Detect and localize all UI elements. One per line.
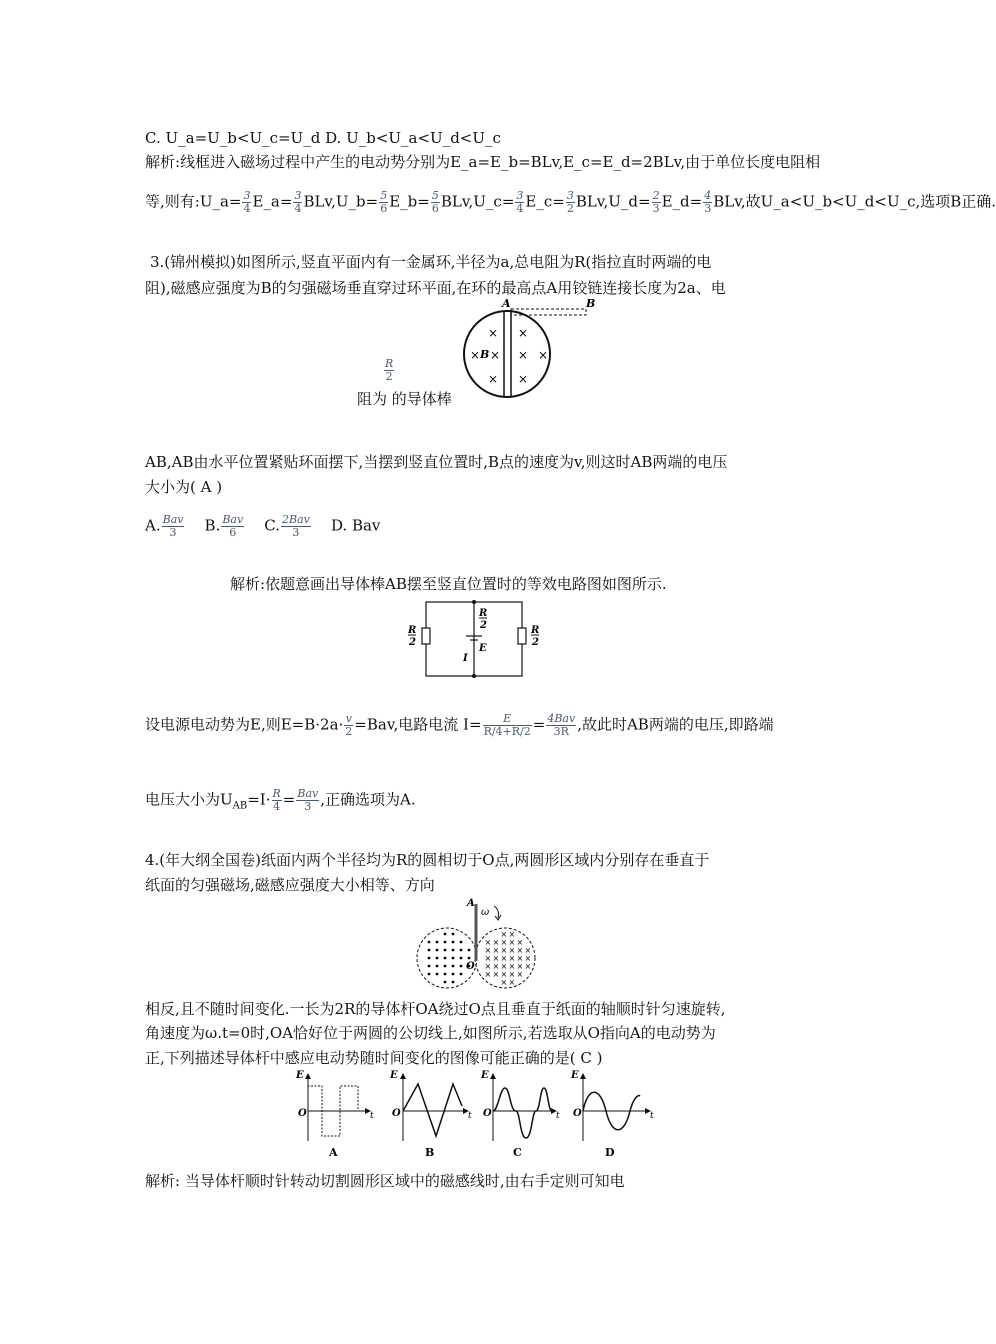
dot-mark [460, 957, 463, 960]
fraction: $\frac{5}{6}$ [380, 189, 388, 215]
dot-mark [444, 973, 447, 976]
label-b-field: B [480, 348, 490, 361]
graph-d [570, 1070, 654, 1159]
cross-mark: × [492, 970, 500, 979]
dot-mark [452, 949, 455, 952]
dot-mark [460, 949, 463, 952]
label-o: O [573, 1108, 582, 1119]
dot-mark [436, 949, 439, 952]
label-e: E [571, 1070, 579, 1081]
label-e: E [479, 643, 487, 654]
eq-part: E_a= [252, 192, 293, 211]
cross-icon: × [490, 348, 501, 362]
cross-mark: × [484, 938, 492, 947]
eq-part: E_b= [389, 192, 430, 211]
graph-label-d: D [605, 1146, 615, 1159]
q3-stem-line1: 3.(锦州模拟)如图所示,竖直平面内有一金属环,半径为a,总电阻为R(指拉直时两端的电 [150, 253, 712, 271]
analysis-label: 解析: [145, 153, 181, 171]
cross-mark: × [500, 954, 508, 963]
cross-mark: × [484, 946, 492, 955]
graph-b [389, 1070, 472, 1159]
ring-figure [462, 296, 602, 408]
option-a: A. [145, 516, 161, 535]
label-e: E [481, 1070, 489, 1081]
cross-mark: × [524, 946, 532, 955]
q4-stem-line1: 4.(年大纲全国卷)纸面内两个半径均为R的圆相切于O点,两圆形区域内分别存在垂直于 [145, 851, 710, 869]
label-t: t [556, 1111, 560, 1121]
q3-stem-line2: 阻),磁感应强度为B的匀强磁场垂直穿过环平面,在环的最高点A用铰链连接长度为2a、电 [145, 279, 726, 297]
dot-mark [460, 965, 463, 968]
dot-mark [452, 941, 455, 944]
analysis-q2-line1 [145, 152, 820, 172]
q4-stem-line2: 纸面的匀强磁场,磁感应强度大小相等、方向 [145, 876, 435, 894]
q4-stem-line3: 相反,且不随时间变化.一长为2R的导体杆OA绕过O点且垂直于纸面的轴顺时针匀速旋转, [145, 1000, 726, 1018]
dot-mark [468, 949, 471, 952]
q3-options: A. $\frac{\text{Bav}}{3}$ B. $\frac{\text{Bav}}{6}$ C. $\frac{\text{2Bav}}{3}$ D. Bav [145, 513, 381, 539]
cross-mark: × [516, 946, 524, 955]
cross-mark: × [500, 938, 508, 947]
cross-mark: × [524, 962, 532, 971]
q3-stem-line3: 阻为 的导体棒 [357, 390, 452, 408]
label-i: I [463, 653, 468, 664]
q4-stem-line4: 角速度为ω.t=0时,OA恰好位于两圆的公切线上,如图所示,若选取从O指向A的电动势为 [145, 1024, 716, 1042]
dot-mark [460, 973, 463, 976]
cross-mark: × [500, 978, 508, 987]
dot-mark [436, 965, 439, 968]
cross-icon: × [518, 326, 529, 340]
dot-mark [428, 949, 431, 952]
label-omega: ω [481, 907, 490, 918]
cross-mark: × [524, 954, 532, 963]
label-e: E [390, 1070, 398, 1081]
option-d: D. Bav [330, 516, 381, 535]
label-t: t [468, 1111, 472, 1121]
fraction-r-over-2: $\frac{R}{2}$ [385, 357, 394, 383]
graph-label-a: A [329, 1146, 338, 1159]
dot-mark [452, 933, 455, 936]
dot-mark [452, 965, 455, 968]
cross-mark: × [492, 954, 500, 963]
label-a: A [467, 898, 475, 909]
cross-mark: × [516, 938, 524, 947]
label-t: t [650, 1111, 654, 1121]
cross-mark: × [508, 930, 516, 939]
cross-mark: × [500, 970, 508, 979]
fraction: $\frac{4}{3}$ [704, 189, 712, 215]
analysis-q2-line2 [145, 190, 996, 215]
dot-mark [428, 941, 431, 944]
eq-part: BLv,U_d= [575, 192, 651, 211]
cross-field [485, 930, 532, 987]
dot-mark [468, 957, 471, 960]
circuit-wires [422, 602, 526, 676]
dot-mark [428, 973, 431, 976]
label-o: O [483, 1108, 492, 1119]
cross-icon: × [538, 348, 549, 362]
cross-mark: × [516, 970, 524, 979]
dot-mark [428, 957, 431, 960]
eq-part: BLv,U_c= [440, 192, 515, 211]
option-b: B. [204, 516, 221, 535]
dot-mark [452, 973, 455, 976]
q3-analysis-line1: 解析:依题意画出导体棒AB摆至竖直位置时的等效电路图如图所示. [230, 575, 667, 593]
fraction: $\frac{3}{2}$ [566, 189, 574, 215]
fraction: $\frac{3}{4}$ [294, 189, 302, 215]
cross-mark: × [508, 970, 516, 979]
dot-mark [452, 981, 455, 984]
cross-mark: × [508, 962, 516, 971]
q3-analysis-line3: 电压大小为$U_{AB}=I\cdot$ $\frac{R}{4}$ = $\frac{\text{Bav}}{3}$ ,正确选项为A. [145, 787, 416, 813]
label-2: 2 [480, 620, 487, 631]
option-c: C. [264, 516, 280, 535]
dot-mark [436, 957, 439, 960]
cross-mark: × [508, 946, 516, 955]
label-o: O [392, 1108, 401, 1119]
graph-a [295, 1070, 374, 1159]
options-c-d: C. U_a=U_b<U_c=U_d D. U_b<U_a<U_d<U_c [145, 129, 501, 147]
circuit-figure [404, 598, 546, 682]
cross-icon: × [518, 372, 529, 386]
label-r: R [531, 625, 540, 636]
cross-mark: × [516, 954, 524, 963]
label-b: B [586, 297, 596, 310]
cross-mark: × [500, 962, 508, 971]
eq-part: E_c= [525, 192, 565, 211]
label-o: O [298, 1108, 307, 1119]
dot-mark [444, 957, 447, 960]
cross-mark: × [516, 962, 524, 971]
q3-analysis-line2: 设电源电动势为E,则E=B·2a· $\frac{v}{2}$ =Bav,电路电流 I= $\frac{E}{R/4+R/2}$ = $\frac{\text{4Bav}}{3R}$ ,故此时AB两端的电压,即路端 [145, 712, 774, 738]
fraction: $\frac{3}{4}$ [516, 189, 524, 215]
label-t: t [370, 1111, 374, 1121]
eq-part: BLv,U_b= [303, 192, 379, 211]
cross-mark: × [484, 962, 492, 971]
q4-stem-line5: 正,下列描述导体杆中感应电动势随时间变化的图像可能正确的是( C ) [145, 1049, 603, 1067]
q4-analysis-line1: 解析: 当导体杆顺时针转动切割圆形区域中的磁感线时,由右手定则可知电 [145, 1172, 625, 1190]
dot-mark [444, 965, 447, 968]
label-a: A [502, 297, 511, 310]
analysis-text: 等,则有: [145, 192, 200, 211]
cross-icon: × [518, 348, 529, 362]
cross-mark: × [508, 978, 516, 987]
fraction: $\frac{5}{6}$ [431, 189, 439, 215]
label-o: O [466, 961, 475, 972]
dot-mark [452, 957, 455, 960]
label-2: 2 [409, 637, 416, 648]
label-e: E [296, 1070, 304, 1081]
cross-mark: × [484, 970, 492, 979]
dot-mark [436, 973, 439, 976]
analysis-text: BLv,故U_a<U_b<U_d<U_c,选项B正确. [713, 192, 996, 211]
eq-part: E_d= [661, 192, 703, 211]
graph-label-b: B [425, 1146, 435, 1159]
dot-mark [444, 949, 447, 952]
label-r: R [479, 608, 488, 619]
analysis-text: 线框进入磁场过程中产生的电动势分别为E_a=E_b=BLv,E_c=E_d=2BLv,由于单位长度电阻相 [180, 153, 821, 171]
eq-part: U_a= [199, 192, 242, 211]
cross-icon: × [470, 348, 481, 362]
dot-mark [460, 941, 463, 944]
graph-c [480, 1070, 560, 1159]
dot-mark [444, 933, 447, 936]
dot-mark [436, 941, 439, 944]
fraction: $\frac{2}{3}$ [652, 189, 660, 215]
q3-stem-line4: AB,AB由水平位置紧贴环面摆下,当摆到竖直位置时,B点的速度为v,则这时AB两端的电压 [145, 453, 728, 471]
cross-mark: × [508, 954, 516, 963]
label-r: R [408, 625, 417, 636]
dot-mark [444, 941, 447, 944]
cross-mark: × [500, 946, 508, 955]
answer-graphs [288, 1066, 668, 1162]
label-2: 2 [532, 637, 539, 648]
dot-mark [428, 965, 431, 968]
dot-field [428, 933, 471, 984]
cross-icon: × [488, 372, 499, 386]
graph-label-c: C [513, 1146, 522, 1159]
cross-mark: × [492, 946, 500, 955]
cross-mark: × [508, 938, 516, 947]
two-circles-figure [410, 896, 540, 994]
dot-mark [444, 981, 447, 984]
q3-stem-line5: 大小为( A ) [145, 478, 223, 496]
cross-mark: × [492, 962, 500, 971]
cross-mark: × [484, 954, 492, 963]
cross-mark: × [492, 938, 500, 947]
cross-icon: × [488, 326, 499, 340]
fraction: $\frac{3}{4}$ [243, 189, 251, 215]
cross-mark: × [500, 930, 508, 939]
